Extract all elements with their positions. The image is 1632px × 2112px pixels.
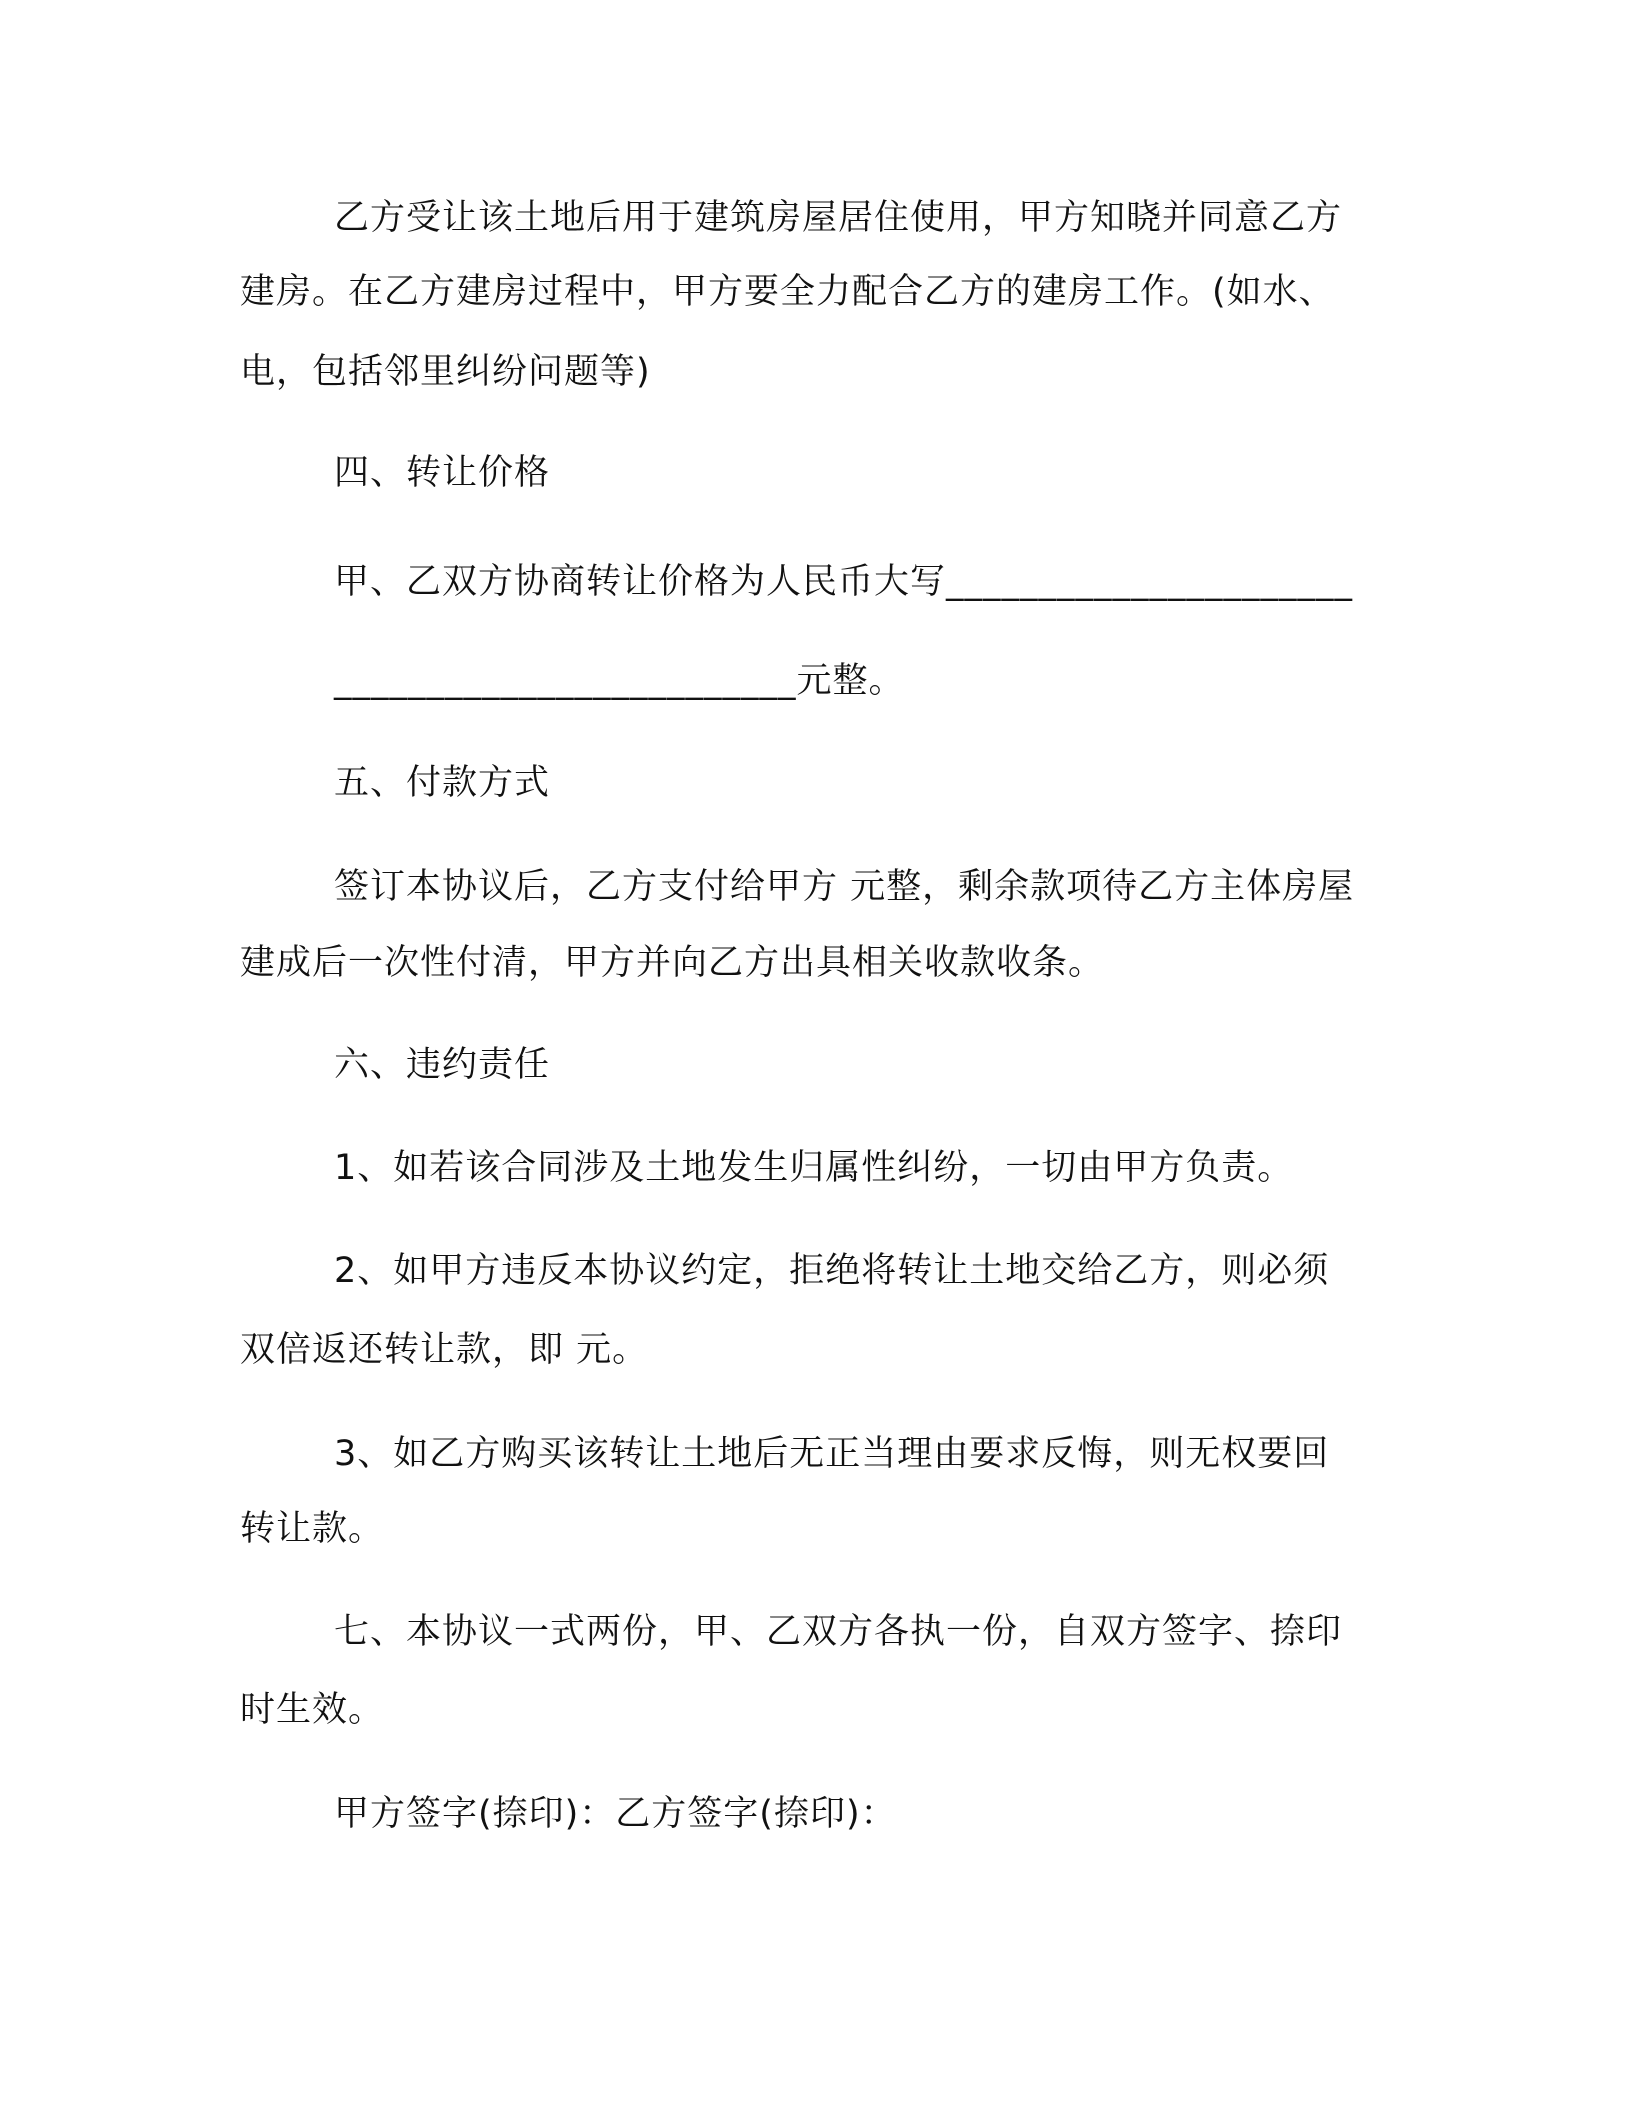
paragraph-line: 建成后一次性付清，甲方并向乙方出具相关收款收条。 xyxy=(240,943,1105,983)
section-heading: 六、违约责任 xyxy=(334,1045,551,1085)
paragraph-line: 甲、乙双方协商转让价格为人民币大写______________________ xyxy=(334,562,1354,602)
signature-line: 甲方签字(捺印)：乙方签字(捺印)： xyxy=(334,1794,897,1834)
paragraph-line: 建房。在乙方建房过程中，甲方要全力配合乙方的建房工作。(如水、 xyxy=(240,272,1335,312)
paragraph-line: 双倍返还转让款，即 元。 xyxy=(240,1330,649,1370)
paragraph-line: 乙方受让该土地后用于建筑房屋居住使用，甲方知晓并同意乙方 xyxy=(334,198,1343,238)
section-heading: 四、转让价格 xyxy=(334,453,551,493)
list-item: 2、如甲方违反本协议约定，拒绝将转让土地交给乙方，则必须 xyxy=(334,1251,1330,1291)
paragraph-line: _________________________元整。 xyxy=(334,661,905,701)
list-item: 1、如若该合同涉及土地发生归属性纠纷，一切由甲方负责。 xyxy=(334,1148,1294,1188)
paragraph-line: 签订本协议后，乙方支付给甲方 元整，剩余款项待乙方主体房屋 xyxy=(334,867,1355,907)
paragraph-line: 电，包括邻里纠纷问题等) xyxy=(240,352,651,392)
paragraph-line: 时生效。 xyxy=(240,1690,385,1730)
section-heading: 七、本协议一式两份，甲、乙双方各执一份，自双方签字、捺印 xyxy=(334,1612,1343,1652)
list-item: 3、如乙方购买该转让土地后无正当理由要求反悔，则无权要回 xyxy=(334,1434,1330,1474)
paragraph-line: 转让款。 xyxy=(240,1509,385,1549)
section-heading: 五、付款方式 xyxy=(334,763,551,803)
